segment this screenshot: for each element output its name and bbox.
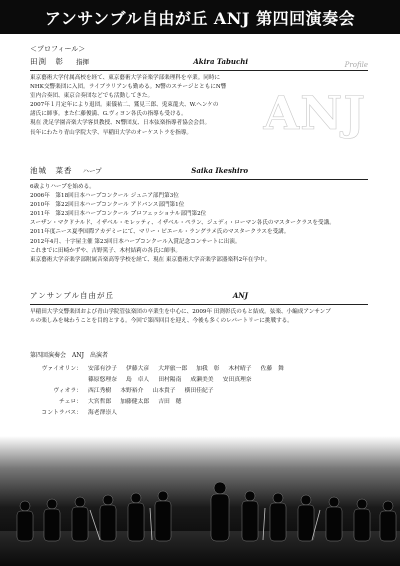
profile-header (30, 56, 368, 71)
profile-role: 指揮 (76, 58, 89, 66)
member-row (30, 408, 370, 419)
member-names (88, 375, 252, 386)
profile-header (30, 290, 368, 305)
member-name: 加我 彰 (196, 366, 220, 372)
member-name: 海老澤崇人 (88, 410, 117, 416)
member-name: 横田佳紀子 (184, 388, 214, 394)
member-name: 安部有沙子 (88, 366, 117, 372)
member-row (30, 375, 370, 386)
bio-line: スーザン・マクドナルド、イザベル・モレッティ、イザベル・ペラン、ジュディ・ローマン各氏のマスタークラスを受講。 (30, 220, 335, 227)
title-bar (0, 0, 400, 34)
profile-section-label: ＜プロフィール＞ (30, 45, 86, 53)
member-name: 佐藤 舞 (260, 366, 284, 372)
profile-ensemble (30, 290, 368, 326)
bio-line: 早稲田大学交響楽団および青山学院管弦楽団の卒業生を中心に、2009年 田渕彰氏のもと結成。弦楽、小編成アンサンブ (30, 309, 331, 315)
profile-ikeshiro (30, 165, 368, 265)
instrument-label (40, 375, 82, 386)
member-name: 大坪旅一郎 (158, 366, 188, 372)
bio-line: 室内合奏団、東京合奏団などでも活動してきた。 (30, 93, 154, 100)
member-name: 安田真理奈 (222, 377, 252, 383)
members-title: 第四回演奏会 ANJ 出演者 (30, 352, 108, 359)
bio-line: 東京藝術大学付属高校を経て、東京藝術大学音楽学部楽理科を卒業。同時に (30, 75, 221, 81)
bio-line: 長年にわたり青山学院大学、早稲田大学のオーケストラを指導。 (30, 129, 192, 136)
bio-line: NHK交響楽団に入団。ライブラリアンも勤める。N響のステージとともにN響 (30, 84, 227, 91)
member-row (30, 397, 370, 408)
bio-line: 東京藝術大学音楽学部附属音楽高等学校を経て、現在 東京藝術大学音楽学部器楽科2年在学中。 (30, 256, 271, 263)
anj-watermark-logo: ANJ (263, 86, 366, 140)
members-list (30, 350, 370, 419)
member-name: 島 卓人 (126, 377, 150, 383)
member-row (30, 364, 370, 375)
orchestra-photo (0, 436, 400, 566)
instrument-label: チェロ： (58, 399, 82, 405)
bio-line: 2007年１月定年により退団。東儀祐二、鷲見三郎、兎束龍夫、W.ヘンケの (30, 102, 219, 109)
bio-line: 2006年 第18回日本ハープコンクール ジュニア部門第3位 (30, 193, 179, 200)
bio-line: 諸氏に師事。また仁藤俊満、G.ヴィヨン各氏の指導も受ける。 (30, 111, 187, 118)
bio-line: 2012年4月、十字屋主催 第23回日本ハープコンクール入賞記念コンサートに出演。 (30, 238, 241, 245)
member-name: 加藤健太郎 (120, 399, 150, 405)
member-name: 篠原悠理奈 (88, 377, 117, 383)
bio-line: これまでに田崎かずや、吉野篤子、木村結莉の各氏に師事。 (30, 247, 181, 254)
profile-bio (30, 74, 368, 138)
bio-line: 2011年 第23回日本ハープコンクール プロフェッショナル部門第2位 (30, 211, 207, 218)
profile-name: アンサンブル自由が丘 (30, 291, 115, 300)
instrument-label: ヴィオラ： (53, 388, 82, 394)
profile-watermark: Profile (344, 61, 368, 69)
concert-title: アンサンブル自由が丘 ANJ 第四回演奏会 (44, 8, 356, 28)
bio-line: ルの楽しみを味わうことを目的とする。今回で第四回目を迎え、今後も多くのレパートリーに挑戦する。 (30, 318, 293, 325)
profile-name: 田渕 彰 (30, 57, 64, 66)
profile-name: 池城 菜香 (30, 166, 73, 175)
member-names (88, 397, 181, 408)
member-name: 成瀬美美 (190, 377, 214, 383)
member-name: 田村陽南 (158, 377, 182, 383)
member-name: 本野裕介 (120, 388, 144, 394)
member-name: 大宮哲郎 (88, 399, 112, 405)
member-names (88, 386, 214, 397)
profile-tabuchi (30, 56, 368, 138)
instrument-label: コントラバス： (41, 410, 82, 416)
member-name: 伊藤大彦 (126, 366, 150, 372)
profile-bio (30, 183, 368, 265)
orchestra-photo-image (0, 436, 400, 566)
member-name: 西江秀樹 (88, 388, 112, 394)
profile-roman-name: Akira Tabuchi (193, 57, 248, 66)
instrument-label: ヴァイオリン： (41, 366, 82, 372)
member-names (88, 408, 117, 419)
profile-roman-name: Saika Ikeshiro (191, 166, 248, 175)
member-row (30, 386, 370, 397)
bio-line: 6歳よりハープを始める。 (30, 184, 95, 190)
member-name: 山本貴子 (152, 388, 176, 394)
profile-role: ハープ (82, 167, 102, 175)
bio-line: 2010年 第22回日本ハープコンクール アドバンス部門第1位 (30, 202, 185, 209)
member-name: 吉田 穂 (158, 399, 182, 405)
profile-roman-name: ANJ (232, 291, 248, 300)
member-names (88, 364, 284, 375)
bio-line: 2011年度ニース夏季国際アカデミーにて、マリー・ピエール・ラングラメ氏のマスタークラスを受講。 (30, 229, 290, 236)
bio-line: 現在 洗足学園音楽大学客員教授、N響団友、日本弦楽指導者協会会員。 (30, 120, 211, 127)
profile-bio (30, 308, 368, 326)
profile-header (30, 165, 368, 180)
member-name: 木村晴子 (228, 366, 252, 372)
